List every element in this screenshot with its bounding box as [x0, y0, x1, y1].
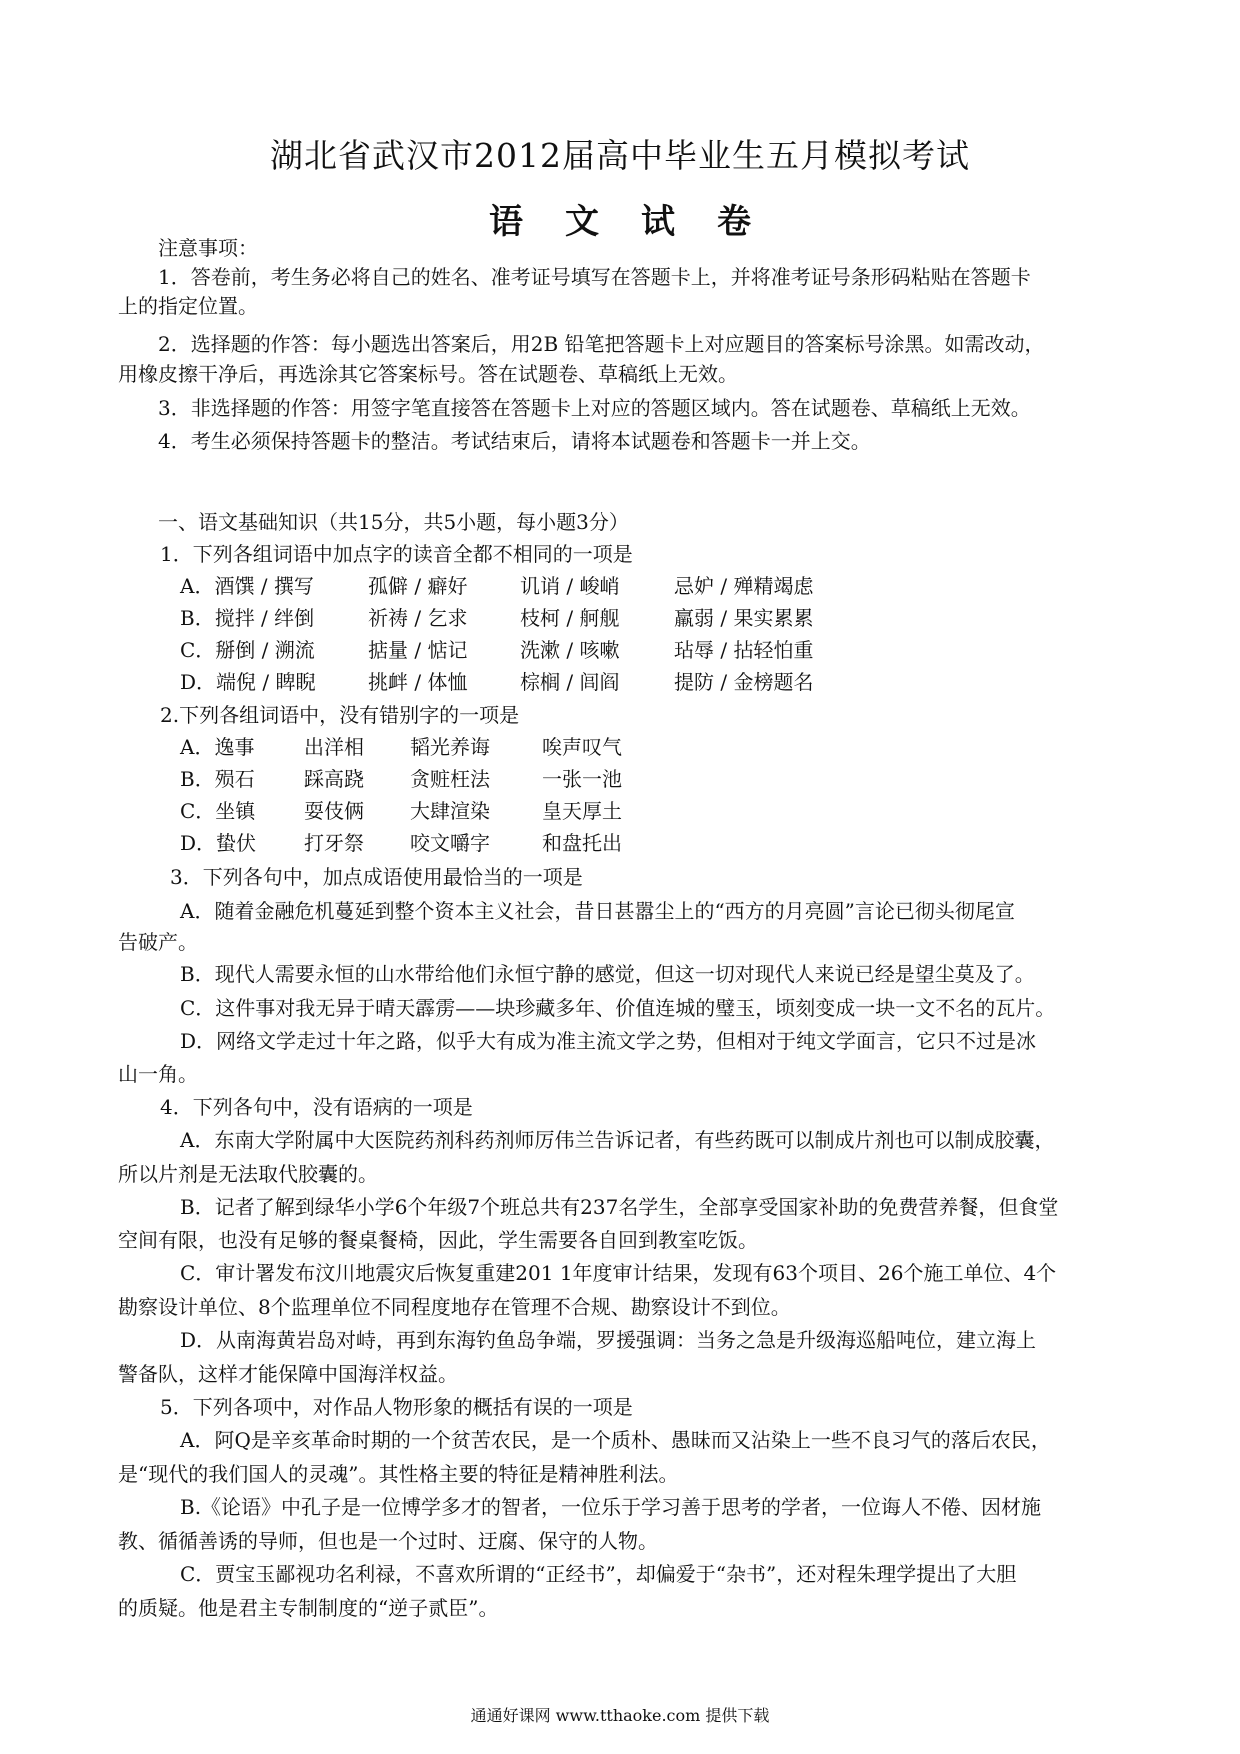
page-footer: 通通好课网 www.tthaoke.com 提供下载 — [470, 1706, 770, 1725]
option-cell: 挑衅 / 体恤 — [368, 670, 468, 694]
option-cell: B．殒石 — [180, 767, 255, 791]
option-cell: C．掰倒 / 溯流 — [180, 638, 315, 662]
option-cell: 祈祷 / 乞求 — [368, 606, 468, 630]
option-cell: 讥诮 / 峻峭 — [520, 574, 620, 598]
option-cell: 孤僻 / 癖好 — [368, 574, 468, 598]
notice-heading: 注意事项： — [158, 236, 258, 260]
option-line: 山一角。 — [118, 1062, 198, 1086]
option-cell: 咬文嚼字 — [410, 831, 490, 855]
exam-title: 湖北省武汉市2012届高中毕业生五月模拟考试 — [270, 136, 970, 175]
option-cell: 韬光养诲 — [410, 735, 490, 759]
question-stem: 2.下列各组词语中，没有错别字的一项是 — [160, 703, 520, 727]
option-cell: 提防 / 金榜题名 — [674, 670, 814, 694]
option-cell: 耍伎俩 — [304, 799, 364, 823]
option-line: 的质疑。他是君主专制制度的“逆子贰臣”。 — [118, 1596, 499, 1620]
option-line: 勘察设计单位、8个监理单位不同程度地存在管理不合规、勘察设计不到位。 — [118, 1295, 791, 1319]
option-cell: 枝柯 / 舸舰 — [520, 606, 620, 630]
option-cell: 打牙祭 — [304, 831, 364, 855]
question-stem: 4．下列各句中，没有语病的一项是 — [160, 1095, 473, 1119]
option-cell: 和盘托出 — [542, 831, 622, 855]
option-cell: A．酒馔 / 撰写 — [180, 574, 314, 598]
option-cell: A．逸事 — [180, 735, 255, 759]
option-line: 教、循循善诱的导师，但也是一个过时、迂腐、保守的人物。 — [118, 1529, 658, 1553]
option-line: 所以片剂是无法取代胶囊的。 — [118, 1162, 378, 1186]
option-cell: 洗漱 / 咳嗽 — [520, 638, 620, 662]
option-cell: 唉声叹气 — [542, 735, 622, 759]
option-line: C．审计署发布汶川地震灾后恢复重建201 1年度审计结果，发现有63个项目、26个施工单位、4个 — [180, 1261, 1057, 1285]
option-line: A．东南大学附属中大医院药剂科药剂师厉伟兰告诉记者，有些药既可以制成片剂也可以制成胶囊， — [180, 1128, 1055, 1152]
question-stem: 5．下列各项中，对作品人物形象的概括有误的一项是 — [160, 1395, 633, 1419]
option-line: A．随着金融危机蔓延到整个资本主义社会，昔日甚嚣尘上的“西方的月亮圆”言论已彻头彻尾宣 — [180, 899, 1015, 923]
option-cell: 出洋相 — [304, 735, 364, 759]
option-cell: 棕榈 / 闾阎 — [520, 670, 620, 694]
option-line: B．记者了解到绿华小学6个年级7个班总共有237名学生，全部享受国家补助的免费营养餐，但食堂 — [180, 1195, 1059, 1219]
option-line: 是“现代的我们国人的灵魂”。其性格主要的特征是精神胜利法。 — [118, 1462, 679, 1486]
option-line: D．网络文学走过十年之路，似乎大有成为准主流文学之势，但相对于纯文学面言，它只不过是冰 — [180, 1029, 1037, 1053]
option-cell: C．坐镇 — [180, 799, 256, 823]
option-cell: B．搅拌 / 绊倒 — [180, 606, 315, 630]
option-line: C．贾宝玉鄙视功名利禄，不喜欢所谓的“正经书”，却偏爱于“杂书”，还对程朱理学提出了大胆 — [180, 1562, 1017, 1586]
option-line: 空间有限，也没有足够的餐桌餐椅，因此，学生需要各自回到教室吃饭。 — [118, 1228, 758, 1252]
notice-line: 上的指定位置。 — [118, 294, 258, 318]
question-stem: 1．下列各组词语中加点字的读音全都不相同的一项是 — [160, 542, 633, 566]
option-cell: D．蛰伏 — [180, 831, 257, 855]
notice-line: 2．选择题的作答：每小题选出答案后，用2B 铅笔把答题卡上对应题目的答案标号涂黑。如需改动， — [158, 332, 1045, 356]
notice-line: 用橡皮擦干净后，再选涂其它答案标号。答在试题卷、草稿纸上无效。 — [118, 362, 738, 386]
notice-line: 1．答卷前，考生务必将自己的姓名、准考证号填写在答题卡上，并将准考证号条形码粘贴在答题卡 — [158, 265, 1031, 289]
exam-subtitle: 语文试卷 — [489, 202, 793, 242]
option-line: A．阿Q是辛亥革命时期的一个贫苦农民，是一个质朴、愚昧而又沾染上一些不良习气的落后农民， — [180, 1428, 1051, 1452]
option-cell: 忌妒 / 殚精竭虑 — [674, 574, 814, 598]
option-line: 警备队，这样才能保障中国海洋权益。 — [118, 1362, 458, 1386]
option-cell: D．端倪 / 睥睨 — [180, 670, 316, 694]
option-line: 告破产。 — [118, 930, 198, 954]
option-cell: 皇天厚土 — [542, 799, 622, 823]
option-cell: 掂量 / 惦记 — [368, 638, 468, 662]
option-cell: 玷辱 / 拈轻怕重 — [674, 638, 814, 662]
option-cell: 羸弱 / 果实累累 — [674, 606, 814, 630]
option-cell: 贪赃枉法 — [410, 767, 490, 791]
option-line: C．这件事对我无异于晴天霹雳——块珍藏多年、价值连城的璧玉，顷刻变成一块一文不名的瓦片。 — [180, 996, 1056, 1020]
section-heading: 一、语文基础知识（共15分，共5小题，每小题3分） — [158, 510, 629, 534]
option-cell: 一张一池 — [542, 767, 622, 791]
option-line: B.《论语》中孔子是一位博学多才的智者，一位乐于学习善于思考的学者，一位诲人不倦、因材施 — [180, 1495, 1042, 1519]
option-cell: 大肆渲染 — [410, 799, 490, 823]
question-stem: 3．下列各句中，加点成语使用最恰当的一项是 — [170, 865, 583, 889]
option-line: B．现代人需要永恒的山水带给他们永恒宁静的感觉，但这一切对现代人来说已经是望尘莫及了。 — [180, 962, 1035, 986]
notice-line: 3．非选择题的作答：用签字笔直接答在答题卡上对应的答题区域内。答在试题卷、草稿纸上无效。 — [158, 396, 1031, 420]
option-cell: 踩高跷 — [304, 767, 364, 791]
option-line: D．从南海黄岩岛对峙，再到东海钓鱼岛争端，罗援强调：当务之急是升级海巡船吨位，建立海上 — [180, 1328, 1037, 1352]
notice-line: 4．考生必须保持答题卡的整洁。考试结束后，请将本试题卷和答题卡一并上交。 — [158, 429, 871, 453]
